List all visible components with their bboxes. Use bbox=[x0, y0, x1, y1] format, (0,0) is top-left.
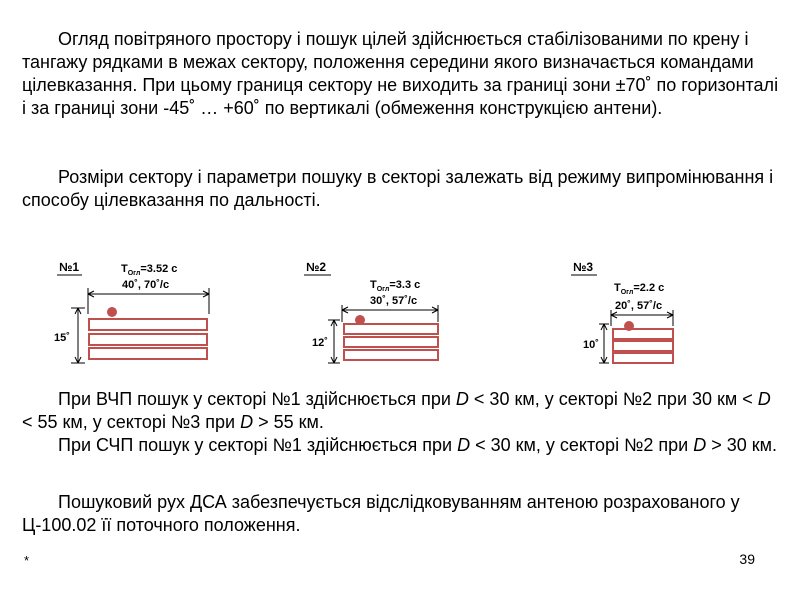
sector-3-scan-row bbox=[613, 341, 673, 351]
sector-2-time: $T_{Огл}=3.3$ с bbox=[370, 279, 421, 293]
sector-3-time: $T_{Огл}=2.2$ с bbox=[614, 282, 665, 296]
paragraph-sector-size bbox=[22, 166, 782, 212]
sector-2-label: №2 bbox=[306, 260, 327, 274]
sector-1-scan-row bbox=[89, 334, 207, 345]
sector-1-vertical: 15˚ bbox=[54, 332, 70, 344]
sector-2-scan-row bbox=[344, 337, 438, 347]
sector-1-time: $T_{Огл}=3.52$ с bbox=[121, 263, 178, 277]
text-segment: > 30 км. bbox=[706, 435, 777, 455]
sector-diagrams bbox=[0, 250, 800, 385]
sector-1-scan-row bbox=[89, 348, 207, 359]
paragraph-text: Огляд повітряного простору і пошук цілей здійснюється стабілізованими по крену і тангажу рядками в межах сектору, положення середини якого визначається командами цілевказання. При цьому границя сектору не виходить за границі зони ±70˚ по горизонталі і за границі зони -45˚ … +60˚ по вертикалі (обмеження конструкцією антени). bbox=[22, 29, 779, 118]
sector-3-label: №3 bbox=[573, 260, 594, 274]
sector-2-vertical: 12˚ bbox=[312, 337, 328, 349]
sector-1-scan-row bbox=[89, 319, 207, 330]
sector-1-diagram bbox=[54, 260, 209, 363]
paragraph-mpr-search bbox=[22, 434, 782, 457]
range-symbol: D bbox=[240, 412, 254, 432]
sector-2-scan-row bbox=[344, 324, 438, 334]
sector-2-diagram bbox=[304, 260, 438, 363]
text-segment: > 55 км. bbox=[253, 412, 324, 432]
sector-3-params: 20˚, 57˚/с bbox=[615, 300, 663, 312]
footer-mark: * bbox=[24, 553, 30, 568]
text-segment: При СЧП пошук у секторі №1 здійснюється при bbox=[58, 435, 458, 455]
sector-1-antenna-marker bbox=[107, 307, 117, 317]
range-symbol: D bbox=[757, 389, 771, 409]
sector-3-antenna-marker bbox=[624, 321, 634, 331]
sector-3-vertical: 10˚ bbox=[583, 339, 599, 351]
range-symbol: D bbox=[693, 435, 707, 455]
sector-2-params: 30˚, 57˚/с bbox=[370, 295, 418, 307]
page-number: 39 bbox=[739, 551, 755, 567]
paragraph-airspace-scan bbox=[22, 28, 782, 120]
text-segment: < 30 км, у секторі №2 при bbox=[470, 435, 694, 455]
text-segment: < 30 км, у секторі №2 при 30 км < bbox=[468, 389, 758, 409]
text-segment: < 55 км, у секторі №3 при bbox=[22, 412, 241, 432]
paragraph-text: Пошуковий рух ДСА забезпечується відслідковуванням антеною розрахованого у Ц-100.02 її поточного положення. bbox=[22, 492, 740, 535]
paragraph-antenna-tracking bbox=[22, 491, 782, 537]
sector-1-params: 40˚, 70˚/с bbox=[122, 279, 170, 291]
sector-1-label: №1 bbox=[59, 260, 80, 274]
sector-3-scan-row bbox=[613, 329, 673, 339]
range-symbol: D bbox=[457, 435, 471, 455]
sector-3-scan-row bbox=[613, 353, 673, 363]
text-segment: При ВЧП пошук у секторі №1 здійснюється при bbox=[58, 389, 456, 409]
sector-3-diagram bbox=[571, 260, 673, 363]
sector-2-antenna-marker bbox=[355, 315, 365, 325]
paragraph-text: Розміри сектору і параметри пошуку в секторі залежать від режиму випромінювання і способу цілевказання по дальності. bbox=[22, 167, 774, 210]
sector-2-scan-row bbox=[344, 350, 438, 360]
range-symbol: D bbox=[455, 389, 469, 409]
paragraph-hpr-search bbox=[22, 388, 782, 434]
